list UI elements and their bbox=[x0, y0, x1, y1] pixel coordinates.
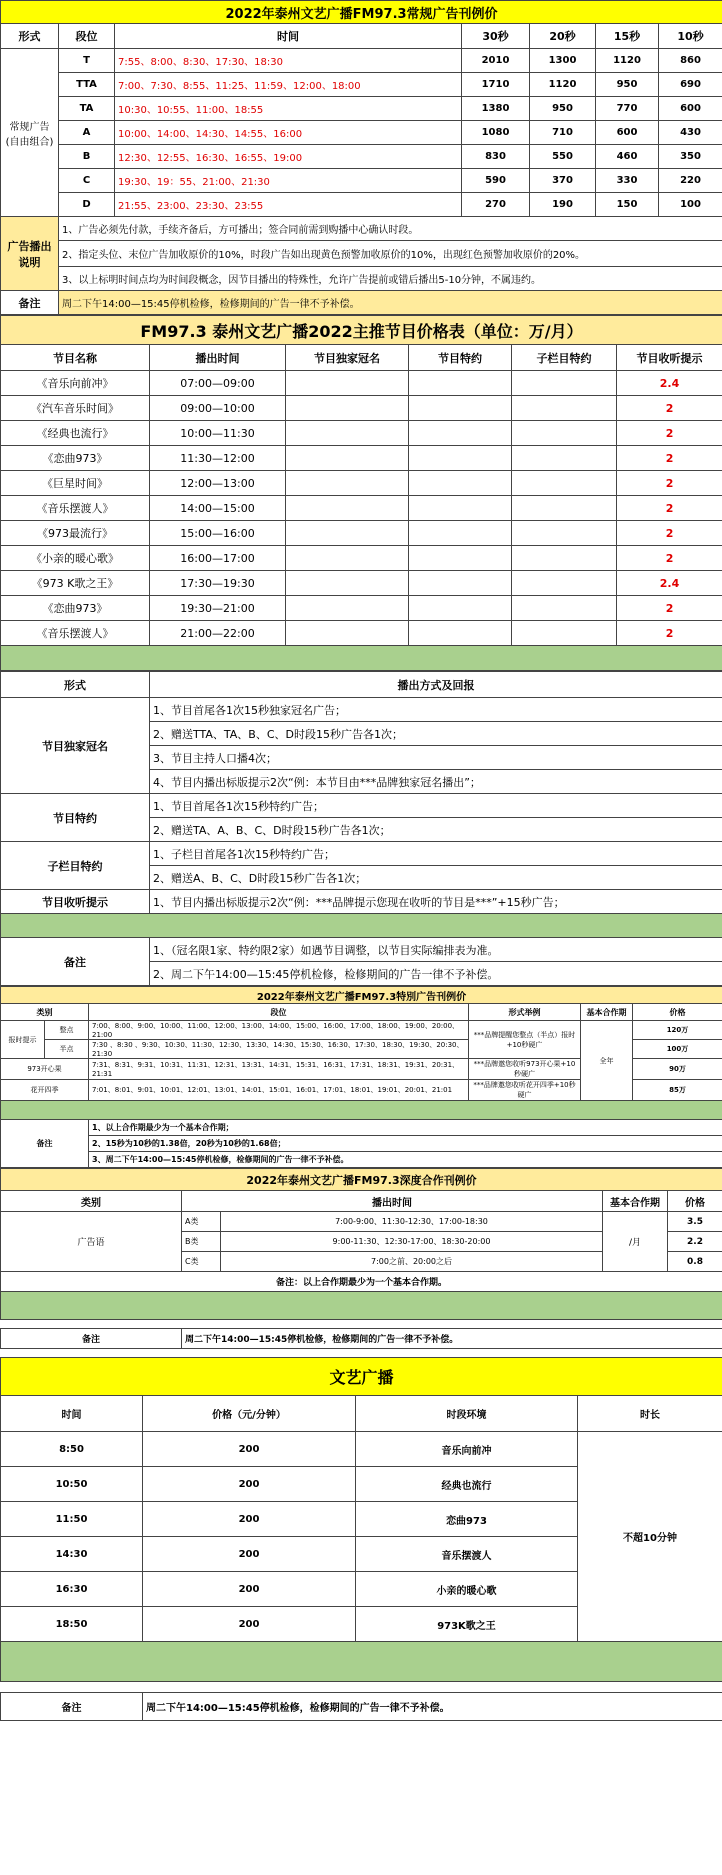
price-cell: 270 bbox=[462, 193, 530, 217]
air-time: 14:00—15:00 bbox=[150, 496, 286, 521]
air-time: 19:30—21:00 bbox=[150, 596, 286, 621]
price-cell: 2 bbox=[617, 496, 722, 521]
remark-label: 备注 bbox=[1, 1329, 182, 1349]
table-row bbox=[1, 371, 722, 396]
spacer bbox=[0, 1682, 722, 1692]
time-cell: 10:30、10:55、11:00、18:55 bbox=[115, 97, 462, 121]
program-name: 《恋曲973》 bbox=[1, 596, 150, 621]
time-cell: 16:30 bbox=[1, 1572, 143, 1607]
column-header: 15秒 bbox=[596, 24, 659, 49]
column-header: 价格 bbox=[633, 1004, 722, 1021]
price-cell: 2 bbox=[617, 621, 722, 646]
price-cell: 2 bbox=[617, 521, 722, 546]
return-line: 1、节目首尾各1次15秒特约广告； bbox=[150, 794, 722, 818]
env-cell: 恋曲973 bbox=[356, 1502, 578, 1537]
category-cell: 花开四季 bbox=[1, 1080, 89, 1101]
deep-cooperation-table bbox=[0, 1168, 722, 1320]
group-label: 节目特约 bbox=[1, 794, 150, 842]
special-ad-price-table bbox=[0, 986, 722, 1168]
price-cell: 150 bbox=[596, 193, 659, 217]
spacer bbox=[0, 1320, 722, 1328]
spacer bbox=[0, 1349, 722, 1357]
remark-label: 备注 bbox=[1, 1120, 89, 1168]
remark-text: 周二下午14:00—15:45停机检修，检修期间的广告一律不予补偿。 bbox=[143, 1693, 722, 1721]
price-cell: 100万 bbox=[633, 1040, 722, 1059]
price-cell: 190 bbox=[530, 193, 596, 217]
time-cell: 7:00之前、20:00之后 bbox=[221, 1252, 603, 1272]
price-cell: 85万 bbox=[633, 1080, 722, 1101]
column-header: 子栏目特约 bbox=[512, 345, 617, 371]
column-header: 节目收听提示 bbox=[617, 345, 722, 371]
price-cell: 2010 bbox=[462, 49, 530, 73]
table-row bbox=[1, 97, 722, 121]
price-cell: 200 bbox=[143, 1537, 356, 1572]
note-line: 2、指定头位、末位广告加收原价的10%，时段广告如出现黄色预警加收原价的10%，出现红色预警加收原价的20%。 bbox=[59, 241, 722, 267]
column-header: 节目名称 bbox=[1, 345, 150, 371]
table-title: FM97.3 泰州文艺广播2022主推节目价格表（单位：万/月） bbox=[1, 316, 722, 345]
segment-cell: C bbox=[59, 169, 115, 193]
program-name: 《音乐摆渡人》 bbox=[1, 496, 150, 521]
column-header: 类别 bbox=[1, 1191, 182, 1212]
table-row bbox=[1, 49, 722, 73]
price-cell: 350 bbox=[659, 145, 722, 169]
price-cell: 2 bbox=[617, 396, 722, 421]
price-cell: 1120 bbox=[530, 73, 596, 97]
price-cell: 370 bbox=[530, 169, 596, 193]
time-cell: 7:31、8:31、9:31、10:31、11:31、12:31、13:31、14:31、15:31、16:31、17:31、18:31、19:31、20:31、21:31 bbox=[89, 1059, 469, 1080]
time-cell: 8:50 bbox=[1, 1432, 143, 1467]
time-cell: 7:55、8:00、8:30、17:30、18:30 bbox=[115, 49, 462, 73]
air-time: 16:00—17:00 bbox=[150, 546, 286, 571]
price-cell: 460 bbox=[596, 145, 659, 169]
return-line: 2、赠送A、B、C、D时段15秒广告各1次； bbox=[150, 866, 722, 890]
table-title: 2022年泰州文艺广播FM97.3深度合作刊例价 bbox=[1, 1169, 722, 1191]
remark-label: 备注 bbox=[1, 291, 59, 315]
price-cell: 590 bbox=[462, 169, 530, 193]
price-cell: 2.4 bbox=[617, 371, 722, 396]
group-label: 节目收听提示 bbox=[1, 890, 150, 914]
form-label: 常规广告(自由组合) bbox=[1, 49, 59, 217]
duration-cell: 不超10分钟 bbox=[578, 1432, 722, 1642]
air-time: 12:00—13:00 bbox=[150, 471, 286, 496]
table-row bbox=[1, 145, 722, 169]
column-header: 形式举例 bbox=[469, 1004, 581, 1021]
program-name: 《973 K歌之王》 bbox=[1, 571, 150, 596]
class-cell: B类 bbox=[182, 1232, 221, 1252]
remark-table bbox=[0, 1328, 722, 1349]
env-cell: 音乐摆渡人 bbox=[356, 1537, 578, 1572]
price-cell: 550 bbox=[530, 145, 596, 169]
column-header: 价格 bbox=[668, 1191, 722, 1212]
column-header: 时间 bbox=[115, 24, 462, 49]
program-price-table bbox=[0, 315, 722, 671]
segment-cell: B bbox=[59, 145, 115, 169]
program-name: 《巨星时间》 bbox=[1, 471, 150, 496]
column-header: 形式 bbox=[1, 672, 150, 698]
air-time: 17:30—19:30 bbox=[150, 571, 286, 596]
column-header: 播出时间 bbox=[182, 1191, 603, 1212]
price-cell: 1120 bbox=[596, 49, 659, 73]
regular-ad-price-table bbox=[0, 0, 722, 315]
table-row bbox=[1, 596, 722, 621]
group-label: 节目独家冠名 bbox=[1, 698, 150, 794]
column-header: 20秒 bbox=[530, 24, 596, 49]
price-cell: 2 bbox=[617, 421, 722, 446]
green-separator bbox=[1, 914, 722, 938]
example-cell: ***品牌邀您收听花开四季+10秒硬广 bbox=[469, 1080, 581, 1101]
time-cell: 7:30 、8:30 、9:30、10:30、11:30、12:30、13:30、14:30、15:30、16:30、17:30、18:30、19:30、20:30、21:30 bbox=[89, 1040, 469, 1059]
price-cell: 2 bbox=[617, 596, 722, 621]
price-cell: 830 bbox=[462, 145, 530, 169]
program-name: 《973最流行》 bbox=[1, 521, 150, 546]
table-title: 2022年泰州文艺广播FM97.3特別广告刊例价 bbox=[1, 987, 722, 1004]
price-cell: 120万 bbox=[633, 1021, 722, 1040]
time-cell: 7:00-9:00、11:30-12:30、17:00-18:30 bbox=[221, 1212, 603, 1232]
remark-line: 1、以上合作期最少为一个基本合作期； bbox=[89, 1120, 722, 1136]
table-row bbox=[1, 496, 722, 521]
remark-line: 3、周二下午14:00—15:45停机检修，检修期间的广告一律不予补偿。 bbox=[89, 1152, 722, 1168]
air-time: 07:00—09:00 bbox=[150, 371, 286, 396]
time-cell: 19:30、19：55、21:00、21:30 bbox=[115, 169, 462, 193]
wenyi-broadcast-table bbox=[0, 1357, 722, 1682]
price-cell: 2 bbox=[617, 546, 722, 571]
time-cell: 11:50 bbox=[1, 1502, 143, 1537]
category-cell: 报时提示 bbox=[1, 1021, 45, 1059]
column-header: 段位 bbox=[59, 24, 115, 49]
air-time: 21:00—22:00 bbox=[150, 621, 286, 646]
remark-label: 备注 bbox=[1, 938, 150, 986]
remark-text: 周二下午14:00—15:45停机检修，检修期间的广告一律不予补偿。 bbox=[182, 1329, 722, 1349]
price-cell: 2 bbox=[617, 446, 722, 471]
return-line: 2、赠送TTA、TA、B、C、D时段15秒广告各1次； bbox=[150, 722, 722, 746]
table-row bbox=[1, 169, 722, 193]
env-cell: 音乐向前冲 bbox=[356, 1432, 578, 1467]
class-cell: A类 bbox=[182, 1212, 221, 1232]
price-cell: 600 bbox=[659, 97, 722, 121]
column-header: 时间 bbox=[1, 1396, 143, 1432]
env-cell: 小亲的暖心歌 bbox=[356, 1572, 578, 1607]
column-header: 段位 bbox=[89, 1004, 469, 1021]
green-separator bbox=[1, 1292, 722, 1320]
price-cell: 2.2 bbox=[668, 1232, 722, 1252]
table-title: 2022年泰州文艺广播FM97.3常规广告刊例价 bbox=[1, 1, 722, 24]
table-row bbox=[1, 73, 722, 97]
price-cell: 2 bbox=[617, 471, 722, 496]
price-cell: 1080 bbox=[462, 121, 530, 145]
program-name: 《小亲的暖心歌》 bbox=[1, 546, 150, 571]
category-cell: 973开心果 bbox=[1, 1059, 89, 1080]
table-row bbox=[1, 471, 722, 496]
return-line: 1、节目内播出标版提示2次“例：***品牌提示您现在收听的节目是***”+15秒广告； bbox=[150, 890, 722, 914]
class-cell: C类 bbox=[182, 1252, 221, 1272]
table-row bbox=[1, 421, 722, 446]
price-cell: 710 bbox=[530, 121, 596, 145]
price-cell: 1300 bbox=[530, 49, 596, 73]
column-header: 形式 bbox=[1, 24, 59, 49]
table-row bbox=[1, 121, 722, 145]
sponsorship-returns-table bbox=[0, 671, 722, 986]
price-cell: 90万 bbox=[633, 1059, 722, 1080]
segment-cell: TTA bbox=[59, 73, 115, 97]
period-cell: /月 bbox=[603, 1212, 668, 1272]
remark-label: 备注 bbox=[1, 1693, 143, 1721]
period-cell: 全年 bbox=[581, 1021, 633, 1101]
final-remark-table bbox=[0, 1692, 722, 1721]
category-cell: 广告语 bbox=[1, 1212, 182, 1272]
segment-cell: A bbox=[59, 121, 115, 145]
green-separator bbox=[1, 1642, 722, 1682]
group-label: 子栏目特约 bbox=[1, 842, 150, 890]
table-row bbox=[1, 1432, 722, 1467]
program-name: 《汽车音乐时间》 bbox=[1, 396, 150, 421]
table-row bbox=[1, 1212, 722, 1232]
green-separator bbox=[1, 646, 722, 671]
column-header: 节目特约 bbox=[409, 345, 512, 371]
air-time: 11:30—12:00 bbox=[150, 446, 286, 471]
note-line: 1、广告必须先付款，手续齐备后，方可播出；签合同前需到购播中心确认时段。 bbox=[59, 217, 722, 241]
price-cell: 0.8 bbox=[668, 1252, 722, 1272]
price-cell: 200 bbox=[143, 1502, 356, 1537]
table-row bbox=[1, 571, 722, 596]
air-time: 09:00—10:00 bbox=[150, 396, 286, 421]
column-header: 时长 bbox=[578, 1396, 722, 1432]
example-cell: ***品牌邀您收听973开心果+10秒硬广 bbox=[469, 1059, 581, 1080]
price-cell: 950 bbox=[596, 73, 659, 97]
return-line: 1、节目首尾各1次15秒独家冠名广告； bbox=[150, 698, 722, 722]
table-row bbox=[1, 396, 722, 421]
column-header: 播出时间 bbox=[150, 345, 286, 371]
time-cell: 14:30 bbox=[1, 1537, 143, 1572]
remark-line: 1、（冠名限1家、特约限2家）如遇节目调整，以节目实际编排表为准。 bbox=[150, 938, 722, 962]
program-name: 《音乐摆渡人》 bbox=[1, 621, 150, 646]
return-line: 3、节目主持人口播4次； bbox=[150, 746, 722, 770]
program-name: 《经典也流行》 bbox=[1, 421, 150, 446]
notes-label: 广告播出说明 bbox=[1, 217, 59, 291]
price-cell: 770 bbox=[596, 97, 659, 121]
column-header: 基本合作期 bbox=[603, 1191, 668, 1212]
return-line: 1、子栏目首尾各1次15秒特约广告； bbox=[150, 842, 722, 866]
table-row bbox=[1, 546, 722, 571]
segment-cell: D bbox=[59, 193, 115, 217]
program-name: 《恋曲973》 bbox=[1, 446, 150, 471]
price-cell: 2.4 bbox=[617, 571, 722, 596]
time-cell: 18:50 bbox=[1, 1607, 143, 1642]
remark-line: 2、周二下午14:00—15:45停机检修，检修期间的广告一律不予补偿。 bbox=[150, 962, 722, 986]
price-cell: 950 bbox=[530, 97, 596, 121]
segment-cell: TA bbox=[59, 97, 115, 121]
env-cell: 973K歌之王 bbox=[356, 1607, 578, 1642]
return-line: 2、赠送TA、A、B、C、D时段15秒广告各1次； bbox=[150, 818, 722, 842]
time-cell: 9:00-11:30、12:30-17:00、18:30-20:00 bbox=[221, 1232, 603, 1252]
column-header: 类别 bbox=[1, 1004, 89, 1021]
time-cell: 12:30、12:55、16:30、16:55、19:00 bbox=[115, 145, 462, 169]
price-cell: 3.5 bbox=[668, 1212, 722, 1232]
remark-text: 周二下午14:00—15:45停机检修，检修期间的广告一律不予补偿。 bbox=[59, 291, 722, 315]
time-cell: 10:50 bbox=[1, 1467, 143, 1502]
price-cell: 330 bbox=[596, 169, 659, 193]
time-cell: 7:00、7:30、8:55、11:25、11:59、12:00、18:00 bbox=[115, 73, 462, 97]
note-line: 3、以上标明时间点均为时间段概念，因节目播出的特殊性，允许广告提前或错后播出5-10分钟，不属违约。 bbox=[59, 267, 722, 291]
price-cell: 100 bbox=[659, 193, 722, 217]
table-row bbox=[1, 1021, 722, 1040]
time-cell: 10:00、14:00、14:30、14:55、16:00 bbox=[115, 121, 462, 145]
price-cell: 200 bbox=[143, 1572, 356, 1607]
price-cell: 220 bbox=[659, 169, 722, 193]
price-cell: 200 bbox=[143, 1467, 356, 1502]
price-cell: 690 bbox=[659, 73, 722, 97]
time-cell: 7:01、8:01、9:01、10:01、12:01、13:01、14:01、15:01、16:01、17:01、18:01、19:01、20:01、21:01 bbox=[89, 1080, 469, 1101]
env-cell: 经典也流行 bbox=[356, 1467, 578, 1502]
table-row bbox=[1, 193, 722, 217]
column-header: 30秒 bbox=[462, 24, 530, 49]
air-time: 15:00—16:00 bbox=[150, 521, 286, 546]
sub-category-cell: 半点 bbox=[45, 1040, 89, 1059]
remark-line: 2、15秒为10秒的1.38倍，20秒为10秒的1.68倍； bbox=[89, 1136, 722, 1152]
time-cell: 21:55、23:00、23:30、23:55 bbox=[115, 193, 462, 217]
price-cell: 200 bbox=[143, 1607, 356, 1642]
air-time: 10:00—11:30 bbox=[150, 421, 286, 446]
segment-cell: T bbox=[59, 49, 115, 73]
price-cell: 430 bbox=[659, 121, 722, 145]
return-line: 4、节目内播出标版提示2次“例：本节目由***品牌独家冠名播出”； bbox=[150, 770, 722, 794]
example-cell: ***品牌提醒您整点（半点）报时+10秒硬广 bbox=[469, 1021, 581, 1059]
price-cell: 1380 bbox=[462, 97, 530, 121]
price-cell: 200 bbox=[143, 1432, 356, 1467]
price-cell: 1710 bbox=[462, 73, 530, 97]
table-title: 文艺广播 bbox=[1, 1358, 722, 1396]
column-header: 基本合作期 bbox=[581, 1004, 633, 1021]
column-header: 播出方式及回报 bbox=[150, 672, 722, 698]
table-row bbox=[1, 446, 722, 471]
program-name: 《音乐向前冲》 bbox=[1, 371, 150, 396]
table-row bbox=[1, 621, 722, 646]
time-cell: 7:00、8:00、9:00、10:00、11:00、12:00、13:00、14:00、15:00、16:00、17:00、18:00、19:00、20:00、21:00 bbox=[89, 1021, 469, 1040]
column-header: 价格（元/分钟） bbox=[143, 1396, 356, 1432]
price-cell: 860 bbox=[659, 49, 722, 73]
column-header: 节目独家冠名 bbox=[286, 345, 409, 371]
sub-category-cell: 整点 bbox=[45, 1021, 89, 1040]
note-line: 备注：以上合作期最少为一个基本合作期。 bbox=[1, 1272, 722, 1292]
green-separator bbox=[1, 1101, 722, 1120]
column-header: 时段环境 bbox=[356, 1396, 578, 1432]
table-row bbox=[1, 521, 722, 546]
price-cell: 600 bbox=[596, 121, 659, 145]
column-header: 10秒 bbox=[659, 24, 722, 49]
